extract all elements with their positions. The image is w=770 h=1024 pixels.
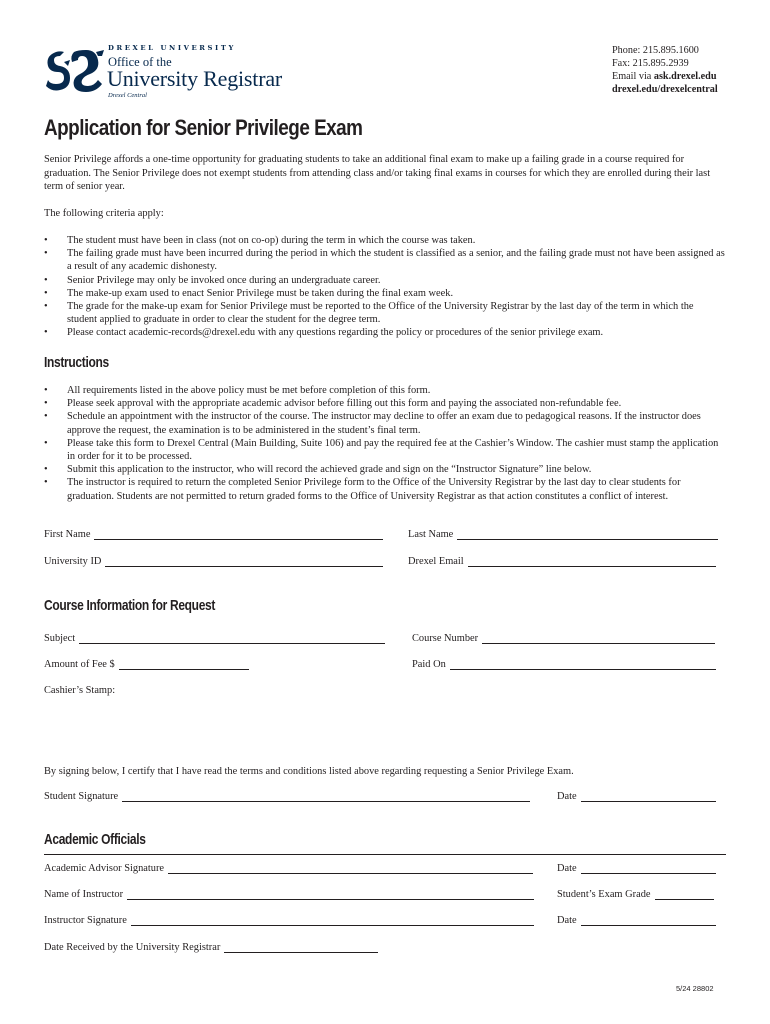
list-item: • Senior Privilege may only be invoked once during an undergraduate career. (44, 274, 726, 287)
criteria-lead: The following criteria apply: (44, 208, 164, 219)
drexel-email-line[interactable] (468, 556, 716, 567)
instructor-date-line[interactable] (581, 915, 716, 926)
instructor-signature-line[interactable] (131, 915, 534, 926)
email-line (612, 70, 718, 83)
course-number-line[interactable] (482, 633, 715, 644)
drexel-email-field[interactable] (408, 556, 716, 567)
subject-line[interactable] (79, 633, 385, 644)
contact-block (612, 44, 718, 96)
course-number-label: Course Number (412, 633, 479, 644)
paid-on-label: Paid On (412, 659, 446, 670)
first-name-line[interactable] (94, 529, 383, 540)
last-name-line[interactable] (457, 529, 718, 540)
university-wordmark: DREXEL UNIVERSITY (108, 44, 236, 52)
list-item: • Submit this application to the instructor, who will record the achieved grade and sign on the “Instructor Signature” line below. (44, 463, 726, 476)
instructor-signature-field[interactable] (44, 915, 534, 926)
instructions-heading: Instructions (44, 354, 109, 371)
first-name-field[interactable] (44, 529, 383, 540)
advisor-date-field[interactable] (557, 863, 716, 874)
subject-label: Subject (44, 633, 76, 644)
form-number: 5/24 28802 (676, 984, 714, 993)
instructions-list (44, 384, 726, 503)
email-link[interactable]: ask.drexel.edu (653, 71, 717, 82)
criteria-list (44, 234, 726, 340)
drexel-email-label: Drexel Email (408, 556, 464, 567)
list-item: • Schedule an appointment with the instructor of the course. The instructor may decline to offer an exam due to pedagogical reasons. If the instructor does approve the request, the examination is to be administered in the student’s final term. (44, 410, 726, 436)
student-signature-field[interactable] (44, 791, 530, 802)
intro-paragraph: Senior Privilege affords a one-time opportunity for graduating students to take an additional final exam to make up a failing grade in a course required for graduation. The Senior Privilege does not exempt students from attending class and/or taking final exams in courses for which they are enrolled during their last term of senior year. (44, 154, 711, 192)
list-item: • The make-up exam used to enact Senior Privilege must be taken during the final exam week. (44, 287, 726, 300)
fax-text: Fax: 215.895.2939 (612, 58, 689, 69)
instructor-signature-label: Instructor Signature (44, 915, 127, 926)
student-date-field[interactable] (557, 791, 716, 802)
instructor-name-field[interactable] (44, 889, 534, 900)
instructor-name-line[interactable] (127, 889, 534, 900)
exam-grade-field[interactable] (557, 889, 714, 900)
email-prefix: Email via (612, 71, 654, 82)
course-info-heading: Course Information for Request (44, 597, 216, 614)
instructor-date-field[interactable] (557, 915, 716, 926)
drexel-dragon-logo (44, 48, 106, 94)
date-received-label: Date Received by the University Registrar (44, 942, 221, 953)
university-id-label: University ID (44, 556, 102, 567)
subject-field[interactable] (44, 633, 385, 644)
last-name-label: Last Name (408, 529, 454, 540)
list-item: • The student must have been in class (not on co-op) during the term in which the course was taken. (44, 234, 726, 247)
instructor-name-label: Name of Instructor (44, 889, 124, 900)
academic-officials-heading: Academic Officials (44, 831, 146, 848)
cashiers-stamp-label: Cashier’s Stamp: (44, 685, 116, 696)
advisor-signature-field[interactable] (44, 863, 533, 874)
amount-of-fee-label: Amount of Fee $ (44, 659, 115, 670)
list-item: • The grade for the make-up exam for Senior Privilege must be reported to the Office of the University Registrar by the last day of the term in which the student applied to graduate in order to clear the student for the degree term. (44, 300, 726, 326)
paid-on-field[interactable] (412, 659, 716, 670)
date-received-field[interactable] (44, 942, 378, 953)
last-name-field[interactable] (408, 529, 718, 540)
first-name-label: First Name (44, 529, 91, 540)
instructor-date-label: Date (557, 915, 577, 926)
website-link[interactable]: drexel.edu/drexelcentral (612, 84, 718, 95)
student-date-line[interactable] (581, 791, 716, 802)
amount-of-fee-line[interactable] (119, 659, 249, 670)
phone-text: Phone: 215.895.1600 (612, 45, 699, 56)
list-item: • The failing grade must have been incurred during the period in which the student is classified as a senior, and the failing grade must not have been assigned as a result of any academic dishonesty. (44, 247, 726, 273)
advisor-signature-label: Academic Advisor Signature (44, 863, 165, 874)
list-item: • Please seek approval with the appropriate academic advisor before filling out this form and paying the associated non-refundable fee. (44, 397, 726, 410)
paid-on-line[interactable] (450, 659, 716, 670)
registrar-wordmark: University Registrar (107, 66, 283, 91)
office-of-label: Office of the (108, 55, 172, 69)
list-item: • Please take this form to Drexel Central (Main Building, Suite 106) and pay the required fee at the Cashier’s Window. The cashier must stamp the application in order for it to be processed. (44, 437, 726, 463)
university-id-field[interactable] (44, 556, 383, 567)
exam-grade-label: Student’s Exam Grade (557, 889, 651, 900)
exam-grade-line[interactable] (655, 889, 715, 900)
amount-of-fee-field[interactable] (44, 659, 249, 670)
drexel-central-label: Drexel Central (108, 92, 147, 99)
advisor-date-label: Date (557, 863, 577, 874)
list-item: • The instructor is required to return the completed Senior Privilege form to the Office of the University Registrar by the last day to clear students for graduation. Students are not permitted to return graded forms to the Office of University Registrar as that action constitutes a conflict of interest. (44, 476, 726, 502)
list-item: • Please contact academic-records@drexel.edu with any questions regarding the policy or procedures of the senior privilege exam. (44, 326, 726, 339)
student-signature-label: Student Signature (44, 791, 119, 802)
certification-text: By signing below, I certify that I have read the terms and conditions listed above regarding requesting a Senior Privilege Exam. (44, 766, 574, 777)
course-number-field[interactable] (412, 633, 715, 644)
list-item: • All requirements listed in the above policy must be met before completion of this form. (44, 384, 726, 397)
advisor-signature-line[interactable] (168, 863, 533, 874)
section-divider (44, 854, 726, 855)
student-signature-line[interactable] (122, 791, 530, 802)
date-received-line[interactable] (224, 942, 378, 953)
page-title: Application for Senior Privilege Exam (44, 115, 363, 140)
student-date-label: Date (557, 791, 577, 802)
university-id-line[interactable] (105, 556, 383, 567)
advisor-date-line[interactable] (581, 863, 716, 874)
